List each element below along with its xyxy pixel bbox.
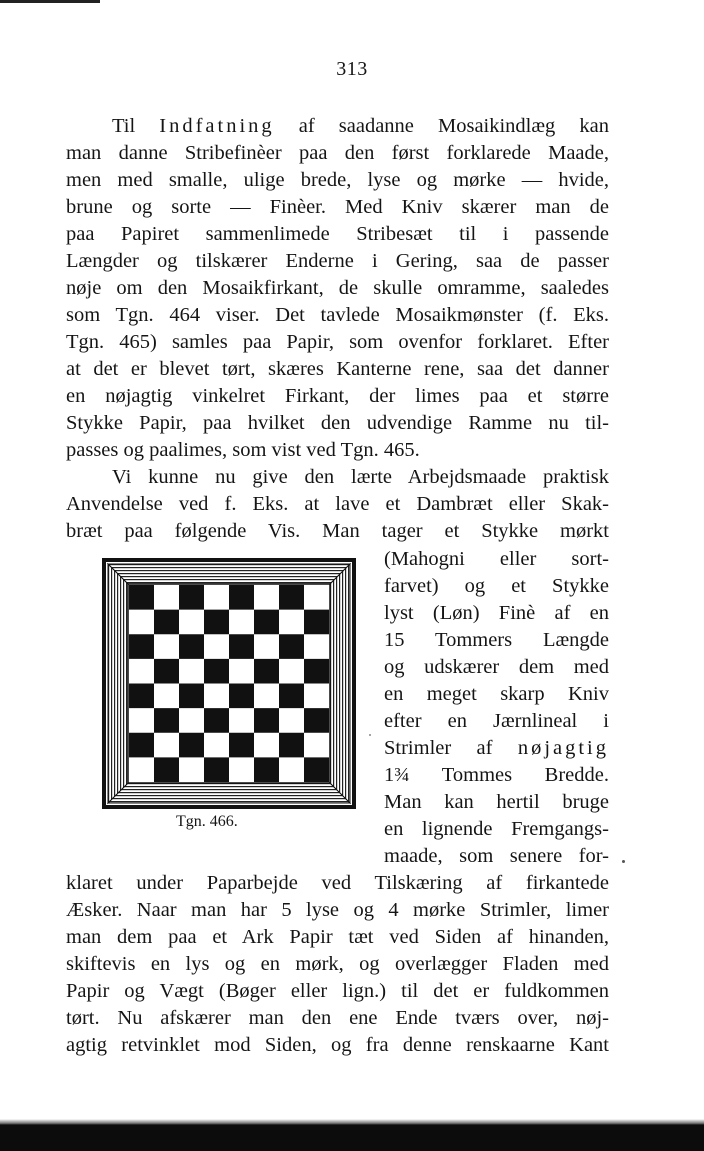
text-line: tørt. Nu afskærer man den ene Ende tværs over, nøj- bbox=[66, 1007, 609, 1029]
text-line: Anvendelse ved f. Eks. at lave et Dambræt eller Skak- bbox=[66, 493, 609, 515]
dark-square bbox=[129, 634, 154, 659]
dark-square bbox=[254, 610, 279, 635]
dark-square bbox=[254, 708, 279, 733]
text-line: at det er blevet tørt, skæres Kanterne rene, saa det danner bbox=[66, 358, 609, 380]
dark-square bbox=[154, 659, 179, 684]
dark-square bbox=[154, 610, 179, 635]
text-line: Stykke Papir, paa hvilket den udvendige Ramme nu til- bbox=[66, 412, 609, 434]
dark-square bbox=[129, 733, 154, 758]
text-line: 1¾ Tommes Bredde. bbox=[384, 764, 609, 786]
print-speck bbox=[369, 734, 371, 736]
dark-square bbox=[279, 634, 304, 659]
dark-square bbox=[179, 634, 204, 659]
page-number: 313 bbox=[336, 58, 368, 80]
text-line: Længder og tilskærer Enderne i Gering, saa de passer bbox=[66, 250, 609, 272]
top-rule bbox=[0, 0, 100, 3]
dark-square bbox=[204, 757, 229, 782]
dark-square bbox=[179, 585, 204, 610]
text-line: Æsker. Naar man har 5 lyse og 4 mørke Strimler, limer bbox=[66, 899, 609, 921]
dark-square bbox=[129, 684, 154, 709]
text-line: skiftevis en lys og en mørk, og overlægger Fladen med bbox=[66, 953, 609, 975]
dark-square bbox=[204, 708, 229, 733]
text-line: en lignende Fremgangs- bbox=[384, 818, 609, 840]
text-line: Strimler af nøjagtig bbox=[384, 737, 609, 759]
dark-square bbox=[179, 733, 204, 758]
dark-square bbox=[304, 610, 329, 635]
text-line: maade, som senere for- bbox=[384, 845, 609, 867]
text-line: man danne Stribefinèer paa den først forklarede Maade, bbox=[66, 142, 609, 164]
scan-edge bbox=[0, 1125, 704, 1151]
text-line: en meget skarp Kniv bbox=[384, 683, 609, 705]
text-line: Tgn. 465) samles paa Papir, som ovenfor forklaret. Efter bbox=[66, 331, 609, 353]
text-line: agtig retvinklet mod Siden, og fra denne renskaarne Kant bbox=[66, 1034, 609, 1056]
dark-square bbox=[279, 684, 304, 709]
chessboard-figure bbox=[102, 558, 356, 809]
dark-square bbox=[279, 585, 304, 610]
text-line: men med smalle, ulige brede, lyse og mørke — hvide, bbox=[66, 169, 609, 191]
text-line: (Mahogni eller sort- bbox=[384, 548, 609, 570]
dark-square bbox=[304, 659, 329, 684]
text-line: lyst (Løn) Finè af en bbox=[384, 602, 609, 624]
dark-square bbox=[154, 708, 179, 733]
text-line: farvet) og et Stykke bbox=[384, 575, 609, 597]
text-line: efter en Jærnlineal i bbox=[384, 710, 609, 732]
text-line: og udskærer dem med bbox=[384, 656, 609, 678]
text-line: Papir og Vægt (Bøger eller lign.) til det er fuldkommen bbox=[66, 980, 609, 1002]
dark-square bbox=[229, 733, 254, 758]
dark-square bbox=[204, 610, 229, 635]
text-line: bræt paa følgende Vis. Man tager et Stykke mørkt bbox=[66, 520, 609, 542]
text-line: man dem paa et Ark Papir tæt ved Siden af hinanden, bbox=[66, 926, 609, 948]
text-line: klaret under Paparbejde ved Tilskæring af firkantede bbox=[66, 872, 609, 894]
dark-square bbox=[179, 684, 204, 709]
dark-square bbox=[254, 659, 279, 684]
dark-square bbox=[154, 757, 179, 782]
text-line: nøje om den Mosaikfirkant, de skulle omramme, saaledes bbox=[66, 277, 609, 299]
print-speck bbox=[622, 860, 625, 863]
dark-square bbox=[304, 757, 329, 782]
text-line: en nøjagtig vinkelret Firkant, der limes paa et større bbox=[66, 385, 609, 407]
text-line: Man kan hertil bruge bbox=[384, 791, 609, 813]
chessboard-illustration bbox=[102, 558, 356, 809]
dark-square bbox=[204, 659, 229, 684]
text-line: Vi kunne nu give den lærte Arbejdsmaade praktisk bbox=[112, 466, 609, 488]
dark-square bbox=[229, 634, 254, 659]
text-line: som Tgn. 464 viser. Det tavlede Mosaikmønster (f. Eks. bbox=[66, 304, 609, 326]
dark-square bbox=[279, 733, 304, 758]
text-line: Til Indfatning af saadanne Mosaikindlæg kan bbox=[112, 115, 609, 137]
dark-square bbox=[304, 708, 329, 733]
dark-square bbox=[229, 585, 254, 610]
figure-caption: Tgn. 466. bbox=[176, 813, 238, 830]
text-line: 15 Tommers Længde bbox=[384, 629, 609, 651]
dark-square bbox=[129, 585, 154, 610]
dark-square bbox=[229, 684, 254, 709]
text-line: passes og paalimes, som vist ved Tgn. 465. bbox=[66, 439, 420, 461]
text-line: brune og sorte — Finèer. Med Kniv skærer man de bbox=[66, 196, 609, 218]
dark-square bbox=[254, 757, 279, 782]
text-line: paa Papiret sammenlimede Stribesæt til i passende bbox=[66, 223, 609, 245]
